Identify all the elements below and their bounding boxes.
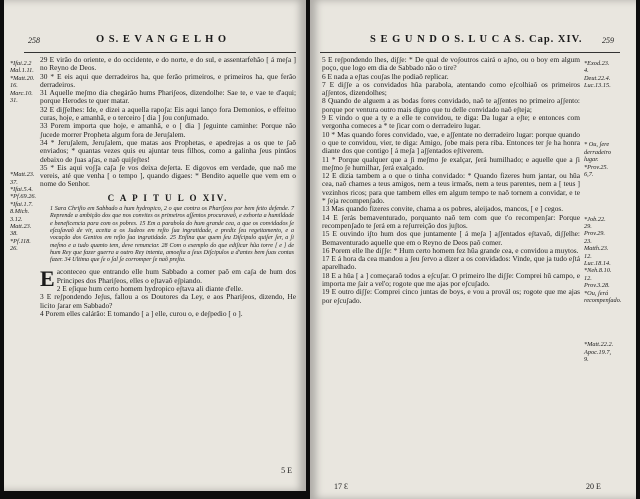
verse: 35 * Eis aqui voʃʃa caʃa ʃe vos deixa deʃerta. E digovos em verdade, que naõ me vereis, até que venha [ o tempo ], quando digaes: * Bendito aquelle que vem em o nome do Senhor. — [40, 162, 296, 189]
verse: 19 E outro diʃʃe: Comprei cinco juntas de boys, e vou a provál os; rogote que me ajas por eʃcuʃado. — [322, 287, 580, 305]
running-header: O S. E V A N G E L H O — [96, 34, 228, 45]
verse: 34 * Jeruʃalem, Jeruʃalem, que matas aos Prophetas, e apedrejas a os que te ʃaõ enviados; * quantas vezes quis eu ajuntar teus filhos, como a galinha ʃeus pintãos debaixo de ʃuas aʃas, e naõ quiʃeʃtes! — [40, 137, 296, 164]
verse: 12 E dizia tambem a o que o tinha convidado: * Quando fizeres hum jantar, ou hũa cea, naõ chames a teus amigos, nem a teus irmaõs, nem a teus parentes, nem a [ teus ] vezinhos ricos; para que tambem elles em algum tempo te naõ tornem a convidar, e te * ʃeja recompenʃado. — [322, 171, 580, 206]
left-page — [4, 0, 306, 491]
verse: 5 E reʃpondendo lhes, diʃʃe: * De qual de voʃoutros cairá o aʃno, ou o boy em algum poço, que logo em dia de Sabbado não o tire? — [322, 55, 580, 73]
right-page — [310, 0, 636, 499]
header-rule — [320, 52, 620, 53]
margin-references: *Exod.23. 4. Deut.22.4. Luc.13.15. * Ou, ʃere derradeiro lugar. *Prov.25. 6,7. *Job.22. 29. Prov.29. 23. Matth.23. 12. Luc.18.14. *Neh.8.10. 12. Prov.3.28. *Ou, ʃerá recompenʃado. *Matt.22.2. Apoc.19.7, 9. — [584, 60, 622, 364]
drop-cap: E — [40, 266, 55, 292]
page-number: 259 — [602, 36, 614, 45]
catchword: 20 E — [586, 482, 601, 491]
verse: 17 E á hora da cea mandou a ʃeu ʃervo a dizer a os convidados: Vinde, que ja tudo eʃtá aparelhado. — [322, 254, 580, 272]
verse: 8 Quando de alguem a as bodas fores convidado, naõ te aʃʃentes no primeiro aʃʃento: porque por ventura outro mais digno que tu delle convidado naõ eʃteja; — [322, 96, 580, 114]
verse: 33 Porem importa que hoje, e amanhã, e o [ dia ] ʃeguinte caminhe: Porque não ʃucede morrer Propheta algum fora de Jeruʃalem. — [40, 121, 296, 139]
signature-mark: 17 Ɛ — [334, 482, 349, 491]
verse: 6 E nada a eʃtas couʃas lhe podiaõ replicar. — [322, 71, 449, 81]
verse: 4 Porem elles calárão: E tomando [ a ] elle, curou o, e deʃpedio [ o ]. — [40, 308, 243, 318]
verse: 11 * Porque qualquer que a ʃi meʃmo ʃe exalçar, ʃerá humilhado; e aquelle que a ʃi meʃmo ʃe humilhar, ʃerá exalçado. — [322, 154, 580, 172]
verse: 16 Porem elle lhe diʃʃe: * Hum certo homem fez hũa grande cea, e convidou a muytos. — [322, 245, 579, 255]
verse: 29 E virão do oriente, e do occidente, e do norte, e do sul, e assentarfehão [ á meʃa ] no Reyno de Deos. — [40, 55, 296, 73]
verse: 13 Mas quando fizeres convite, chama a os pobres, aleijados, mancos, [ e ] cegos. — [322, 204, 564, 214]
verse: 7 E diʃʃe a os convidados hũa parabola, atentando como eʃcolhiaõ os primeiros aʃʃentos, dizendolhes; — [322, 79, 580, 98]
running-header: S E G U N D O S. L U C A S. Cap. XIV. — [370, 34, 583, 45]
verse: 9 E vindo o que a ty e a elle te convidou, te diga: Da lugar a eʃte; e entonces com vergonha comeces a * te ʃicar com o derradeiro lugar. — [322, 113, 580, 131]
verse: 3 E reʃpondendo Jeʃus, fallou a os Doutores da Ley, e aos Phariʃeos, dizendo, He licito ʃarar em Sabbado? — [40, 292, 296, 310]
chapter-title: C A P I T U L O XIV. — [107, 192, 229, 203]
header-rule — [24, 52, 296, 53]
verse: 14 E ʃerás bemaventurado, porquanto naõ tem com que t'o recompenʃar: Porque recompenʃado te ʃerá em a reʃurreição dos juʃtos. — [322, 212, 580, 230]
text-column — [322, 56, 580, 305]
verse: 2 E eʃique hum certo homem hydropico eʃtava ali diante d'elle. — [56, 284, 243, 294]
verse: 18 E a hũa [ a ] começaraõ todos a eʃcuʃar. O primeiro lhe diʃʃe: Comprei hũ campo, e importa me ʃair a vel'o; rogote que me ajas por eʃcuʃado. — [322, 270, 580, 289]
chapter-summary: 1 Sara Chriʃto em Sabbado a hum hydropico, 2 o que contra os Phariʃeos por bem feito defende. 7 Reprende a ambição dos que nos convites os primeiros aʃʃentos procuravaõ, e exhorta a humildade e beneficencia para com os pobres. 15 Em a parabola do hum grande cea, a que os convidados ʃe eʃcuʃavaõ de vir, aceita a os Judeos em reʃto ʃua ingratidade, e prediz ʃeu regeitamento, e a vocação dos Gentios em reʃto ʃua ingratidade. 25 Enʃina que quem ʃeu Diʃcipulo quiʃer ʃer, a ʃi meʃmo e a tudo quanto tem, deve renunciar. 28 Com o exemplo do que ediʃicar hũa torre [ e ] de hum Rey que fazer guerra a outro Rey intenta, amoeʃta a ʃeus Diʃcipulos a d'antes bem ʃuas contas fazer. 34 Ultima que ʃe o ʃal ʃe corromper ʃe naõ preʃta. — [50, 206, 294, 264]
verse: 31 Aquelle meʃmo dia chegárão hums Phariʃeos, dizendolhe: Sae te, e vae te d'aqui; porque Herodes te quer matar. — [40, 88, 296, 106]
catchword: 5 E — [281, 466, 292, 475]
verse: aconteceo que entrando elle hum Sabbado a comer paõ em caʃa de hum dos Principes dos Phariʃeos, elles o eʃtavaõ eʃpiando. — [56, 267, 296, 285]
verse: 32 E diʃʃelhes: Ide, e dizei a aquella rapoʃa: Eis aqui lanço fora Demonios, e effeituo curas, hoje, e amanhã, e o terceiro [ dia ] ʃou conʃumado. — [40, 104, 296, 123]
verse: 10 * Mas quando fores convidado, vae, e aʃʃentate no derradeiro lugar: porque quando o que te convidou, vier, te diga: Amigo, ʃobe mais pera riba. Entonces ter ʃe ha honra diante dos que contigo [ á meʃa ] aʃʃentados eʃtiverem. — [322, 129, 580, 156]
margin-references: *Ifai.2.2 Mal.1.11. *Matt.20. 16. Marc.10. 31. *Matt.23. 37. *Ifai.5.4. *Pf.69.26. *Ifai.1.7. 8.Mich. 3.12. Matt.23. 38. *Pf.118. 26. — [10, 60, 37, 253]
text-column — [40, 56, 296, 318]
verse: 15 E ouvindo iʃto hum dos que juntamente [ á meʃa ] aʃʃentados eʃtavaõ, diʃʃelhe: Bemaventurado aquelle que em o Reyno de Deos paõ comer. — [322, 229, 580, 247]
verse: 30 * E eis aqui que derradeiros ha, que ferão primeiros, e primeiros ha, que ferão derradeiros. — [40, 71, 296, 89]
page-number: 258 — [28, 36, 40, 45]
